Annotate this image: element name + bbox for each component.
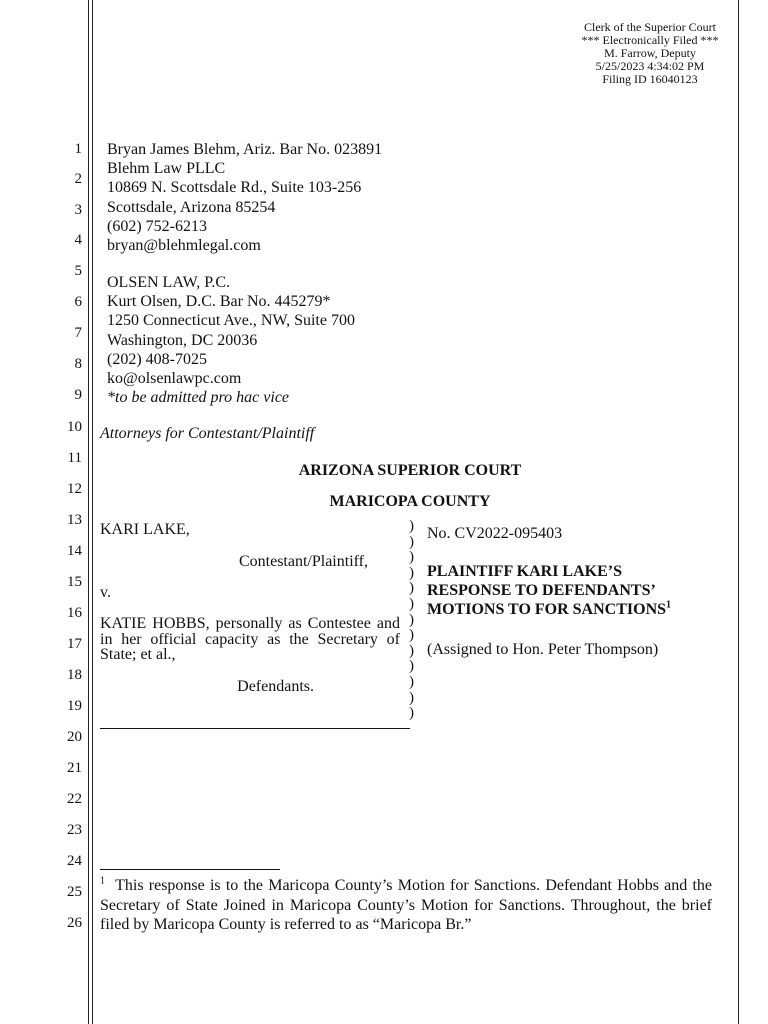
line-number: 8: [74, 356, 82, 372]
line-number: 10: [67, 419, 82, 435]
line-number: 17: [67, 636, 82, 652]
line-number: 24: [67, 853, 82, 869]
counsel-email: bryan@blehmlegal.com: [107, 237, 261, 255]
line-number: 16: [67, 605, 82, 621]
caption-defendant-line: KATIE HOBBS, personally as Contestee and: [100, 615, 400, 632]
court-name: ARIZONA SUPERIOR COURT: [298, 462, 522, 479]
line-number: 13: [67, 512, 82, 528]
line-number: 4: [74, 232, 82, 248]
counsel-email: ko@olsenlawpc.com: [107, 370, 242, 388]
line-number: 14: [67, 543, 82, 559]
line-number: 2: [74, 171, 82, 187]
line-number: 7: [74, 325, 82, 341]
caption-plaintiff-role: Contestant/Plaintiff,: [238, 553, 368, 570]
counsel-firm: OLSEN LAW, P.C.: [107, 274, 231, 291]
caption-versus: v.: [100, 584, 111, 601]
counsel-name: Kurt Olsen, D.C. Bar No. 445279*: [107, 293, 331, 311]
stamp-line: M. Farrow, Deputy: [604, 46, 696, 60]
footnote: [100, 876, 712, 935]
caption-defendant: [100, 616, 400, 663]
line-numbers: [0, 0, 88, 1024]
right-margin-rule: [738, 0, 739, 1024]
counsel-address: 1250 Connecticut Ave., NW, Suite 700: [107, 312, 355, 330]
counsel-firm: Blehm Law PLLC: [107, 160, 226, 178]
left-margin-rule-outer: [88, 0, 89, 1024]
counsel-phone: (602) 752-6213: [107, 217, 207, 235]
case-number: No. CV2022-095403: [427, 525, 563, 542]
title-line: RESPONSE TO DEFENDANTS’: [427, 582, 656, 599]
counsel-address: Scottsdale, Arizona 85254: [107, 198, 276, 216]
stamp-line: Clerk of the Superior Court: [584, 20, 716, 34]
line-number: 23: [67, 822, 82, 838]
line-number: 22: [67, 791, 82, 807]
caption-bottom-rule: [100, 728, 410, 729]
footnote-mark: 1: [100, 875, 105, 887]
stamp-line: *** Electronically Filed ***: [581, 33, 719, 47]
counsel-address: 10869 N. Scottsdale Rd., Suite 103-256: [107, 179, 362, 197]
assigned-judge: (Assigned to Hon. Peter Thompson): [427, 641, 659, 658]
court-county: MARICOPA COUNTY: [329, 493, 491, 510]
counsel-phone: (202) 408-7025: [107, 350, 207, 368]
line-number: 6: [74, 294, 82, 310]
caption-defendant-line: State; et al.,: [100, 646, 176, 663]
document-title: [427, 562, 671, 619]
title-line: PLAINTIFF KARI LAKE’S: [427, 563, 622, 580]
footnote-separator: [100, 869, 280, 870]
line-number: 15: [67, 574, 82, 590]
attorneys-for-label: Attorneys for Contestant/Plaintiff: [100, 425, 315, 442]
caption-defendant-role: Defendants.: [237, 678, 314, 695]
line-number: 1: [74, 141, 82, 157]
line-number: 20: [67, 729, 82, 745]
stamp-line: Filing ID 16040123: [602, 72, 698, 86]
caption-defendant-line: in her official capacity as the Secretary of: [100, 630, 400, 648]
line-number: 25: [67, 884, 82, 900]
line-number: 9: [74, 387, 82, 403]
counsel-address: Washington, DC 20036: [107, 331, 258, 349]
counsel-block-blehm: [107, 140, 382, 255]
line-number: 19: [67, 698, 82, 714]
counsel-block-olsen: [107, 273, 355, 407]
pro-hac-vice-note: *to be admitted pro hac vice: [107, 389, 290, 407]
line-number: 3: [74, 202, 82, 218]
left-margin-rule-inner: [92, 0, 93, 1024]
line-number: 11: [67, 450, 82, 466]
line-number: 18: [67, 667, 82, 683]
line-number: 26: [67, 915, 82, 931]
footnote-reference[interactable]: 1: [666, 599, 672, 611]
title-line: [427, 600, 671, 619]
line-number: 12: [67, 481, 82, 497]
line-number: 21: [67, 760, 82, 776]
stamp-line: 5/25/2023 4:34:02 PM: [595, 59, 705, 73]
footnote-text: This response is to the Maricopa County’s Motion for Sanctions. Defendant Hobbs and the Secretary of State Joined in Maricopa County’s Motion for Sanctions. Throughout, the brief filed by Maricopa County is referred to as “Maricopa Br.”: [100, 877, 712, 933]
title-line-text: MOTIONS TO FOR SANCTIONS: [427, 601, 667, 618]
counsel-name: Bryan James Blehm, Ariz. Bar No. 023891: [107, 141, 383, 158]
caption-plaintiff: KARI LAKE,: [100, 521, 190, 538]
clerk-filing-stamp: [560, 21, 740, 86]
caption-bracket: ) ) ) ) ) ) ) ) ) ) ) ) ): [409, 518, 414, 722]
line-number: 5: [74, 263, 82, 279]
